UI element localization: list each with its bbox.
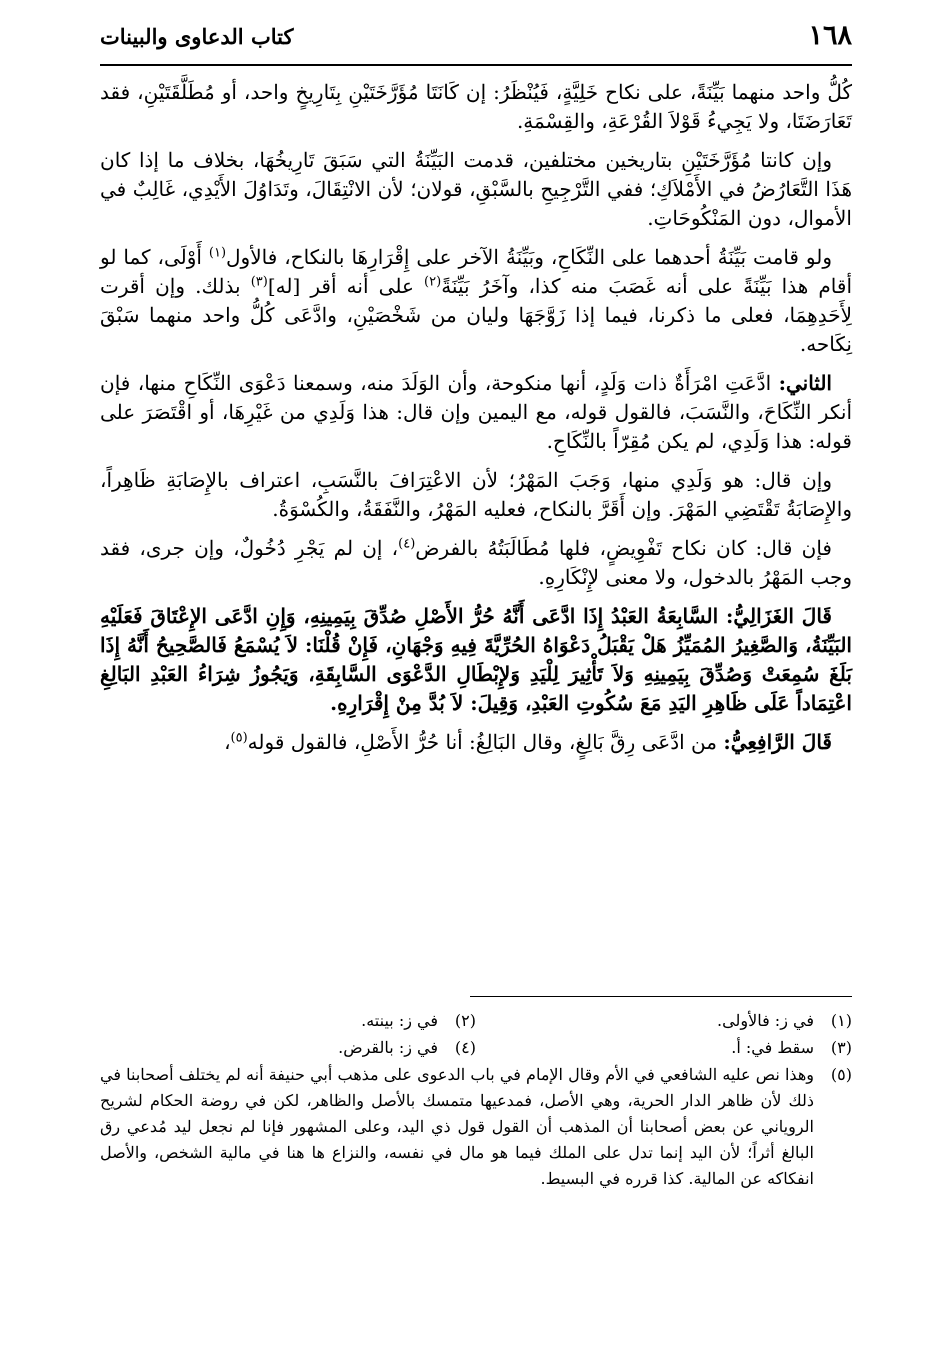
main-text bbox=[100, 78, 852, 767]
running-title: كتاب الدعاوى والبينات bbox=[100, 24, 294, 49]
section-lead: قَالَ الرَّافِعِيُّ: bbox=[723, 730, 832, 754]
footnote-marker: (١) bbox=[208, 245, 227, 261]
paragraph: كُلُّ واحد منهما بَيِّنَةً، على نكاح خَلِيَّةٍ، فَيُنْظَرُ: إن كَانَتَا مُؤَرَّخَتَيْنِ بِتَارِيخٍ واحد، أو مُطَلَّقَتَيْنِ، فقد تَعَارَضَتَا، ولا يَجِيءُ قَوْلاَ القُرْعَةِ، والقِسْمَةِ. bbox=[100, 80, 852, 133]
quoted-matn-paragraph: قَالَ الغَزَالِيُّ: السَّابِعَةُ العَبْدُ إِذَا ادَّعَى أَنَّهُ حُرُّ الأَصْلِ صُدِّقَ بِيَمِينِهِ، وَإِنِ ادَّعَى الإِعْتَاقَ فَعَلَيْهِ البَيِّنَةُ، وَالصَّغِيرُ المُمَيِّزُ هَلْ يَقْبَلُ دَعْوَاهُ الحُرِّيَّةَ فِيهِ وَجْهَانِ، فَإِنْ قُلْنَا: لاَ يُسْمَعُ فَالصَّحِيحُ أَنَّهُ إِذَا بَلَغَ سُمِعَتْ وَصُدِّقَ بِيَمِينِهِ وَلاَ تَأْثِيرَ لِلْيَدِ وَلإِبْطَالِ الدَّعْوَى السَّابِقَةِ، وَيَجُوزُ شِرَاءُ العَبْدِ البَالِغِ اعْتِمَاداً عَلَى ظَاهِرِ اليَدِ مَعَ سُكُوتِ العَبْدِ، وَقِيلَ: لاَ بُدَّ مِنْ إِقْرَارِهِ. bbox=[100, 604, 852, 715]
footnote-text: في ز: بالقرض. bbox=[338, 1038, 438, 1057]
paragraph-text: ، إن لم يَجْرِ دُخُولٌ، وإن جرى، فقد وجب المَهْرُ بالدخول، ولا معنى لإِنْكَارِهِ. bbox=[100, 536, 852, 589]
section-lead: الثاني: bbox=[778, 371, 832, 395]
paragraph: وإن كانتا مُؤَرَّخَتَيْنِ بتاريخين مختلفين، قدمت البَيِّنَةُ التي سَبَقَ تَارِيخُهَا، بخلاف ما إذا كان هَذَا التَّعَارُضُ في الأَمْلاَكِ؛ ففي التَّرْجِيحِ بالسَّبْقِ، قولان؛ لأن الانْتِقَالَ، وتَدَاوُلَ الأَيْدِي، غَالِبٌ في الأموال، دون المَنْكُوحَاتِ. bbox=[100, 148, 852, 230]
paragraph-text: ادَّعَتِ امْرَأَةٌ ذات وَلَدٍ، أنها منكوحة، وأن الوَلَدَ منه، وسمعنا دَعْوَى النِّكَاحِ منها، فإن أنكر النِّكَاحَ، والنَّسَبَ، فالقول قوله، مع اليمين وإن قال: هذا وَلَدِي من غَيْرِهَا، أو اقْتَصَرَ على قوله: هذا وَلَدِي، لم يكن مُقِرّاً بالنِّكَاحِ. bbox=[100, 371, 852, 453]
footnote-divider bbox=[470, 996, 852, 997]
footnote-text: في ز: فالأولى. bbox=[717, 1011, 814, 1030]
paragraph-text: من ادَّعَى رِقَّ بَالِغٍ، وقال البَالِغُ: أنا حُرُّ الأَصْلِ، فالقول قوله bbox=[247, 730, 724, 754]
footnotes bbox=[100, 1008, 852, 1192]
footnote bbox=[100, 1062, 852, 1192]
footnote-text: في ز: بينته. bbox=[361, 1011, 438, 1030]
paragraph-text: على أنه أقر [له] bbox=[267, 274, 425, 298]
footnote bbox=[100, 1035, 476, 1062]
paragraph-text: بذلك. وإن أقرت لِأَحَدِهِمَا، فعلى ما ذكرنا، فيما إذا زَوَّجَهَا وليان من شَخْصَيْنِ، وادَّعَى كُلُّ واحد منهما سَبْقَ نِكَاحه. bbox=[100, 274, 852, 356]
paragraph bbox=[100, 534, 852, 592]
footnote-text: سقط في: أ. bbox=[731, 1038, 814, 1057]
page-number: ١٦٨ bbox=[808, 20, 852, 51]
footnote bbox=[476, 1035, 852, 1062]
footnote-row bbox=[100, 1035, 852, 1062]
paragraph-text: ، bbox=[224, 730, 231, 754]
footnote-marker: (٣) bbox=[250, 274, 268, 290]
footnote-number: (٤) bbox=[454, 1038, 476, 1057]
footnote bbox=[476, 1008, 852, 1035]
footnote bbox=[100, 1008, 476, 1035]
footnote-text: وهذا نص عليه الشافعي في الأم وقال الإمام في باب الدعوى على مذهب أبي حنيفة أنه لم يختلف أصحابنا في ذلك لأن ظاهر الدار الحرية، وهي الأصل، فمدعيها متمسك بالأصل والظاهر، لكن في روضة الحكام لشريح الروياني عن بعض أصحابنا أن المذهب أن القول قول ذي اليد، وعلى المشهور فإنا لم نجعل ليد مُدعي رق البالغ أثراً؛ لأن اليد إنما تدل على الملك فيما هو مال في نفسه، والنزاع ها هنا في مالية الشخص، والأصل انفكاكه عن المالية. كذا قرره في البسيط. bbox=[100, 1065, 814, 1188]
paragraph bbox=[100, 728, 852, 757]
paragraph bbox=[100, 369, 852, 456]
footnote-marker: (٥) bbox=[230, 730, 248, 746]
paragraph-text: أَوْلَى، كما لو أقام هذا بَيِّنَةً على أنه غَصَبَ منه كذا، وآخَرُ بَيِّنَةً bbox=[100, 245, 853, 298]
header-divider bbox=[100, 64, 852, 66]
footnote-marker: (٤) bbox=[398, 536, 416, 552]
footnote-number: (٥) bbox=[830, 1065, 852, 1084]
footnote-row bbox=[100, 1008, 852, 1035]
footnote-number: (٣) bbox=[830, 1038, 852, 1057]
page-header bbox=[100, 18, 852, 62]
footnote-marker: (٢) bbox=[424, 274, 442, 290]
footnote-number: (١) bbox=[830, 1011, 852, 1030]
paragraph bbox=[100, 243, 852, 359]
paragraph-text: فإن قال: كان نكاح تَفْوِيضٍ، فلها مُطَالَبَتُهُ بالفرض bbox=[415, 536, 832, 560]
paragraph-text: ولو قامت بَيِّنَةُ أحدهما على النِّكَاحِ، وبَيِّنَةُ الآخر على إِقْرَارِهَا بالنكاح، فالأول bbox=[226, 245, 833, 269]
paragraph: وإن قال: هو وَلَدِي منها، وَجَبَ المَهْرُ؛ لأن الاعْتِرَافَ بالنَّسَبِ، اعتراف بالإِصَابَةِ ظَاهِراً، والإِصَابَةُ تَقْتَضِي المَهْرَ. وإن أَقَرَّ بالنكاح، فعليه المَهْرُ، والنَّفَقَةُ، والكُسْوَةُ. bbox=[100, 468, 852, 521]
footnote-number: (٢) bbox=[454, 1011, 476, 1030]
